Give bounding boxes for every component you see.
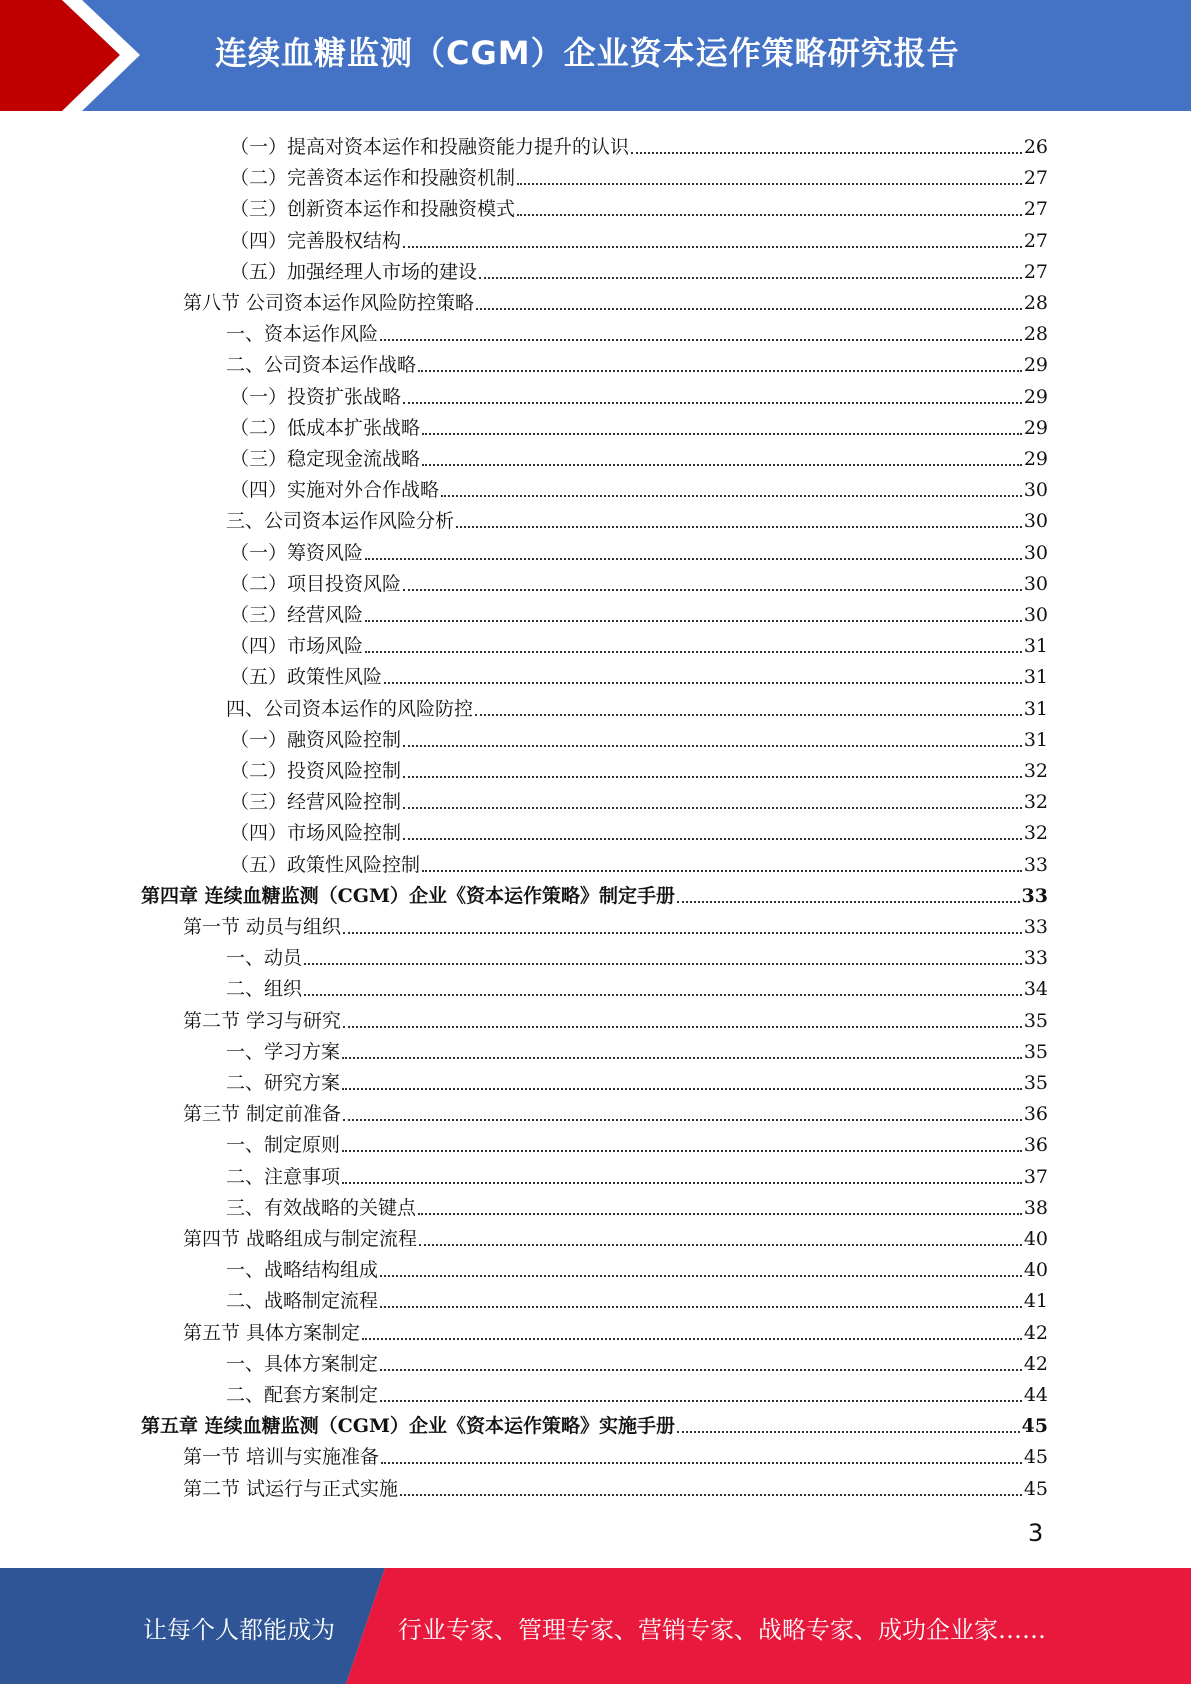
toc-entry[interactable] [230,378,1048,409]
toc-entry[interactable] [226,1064,1048,1095]
toc-dot-leader [380,1275,1022,1277]
toc-entry[interactable] [226,1158,1048,1189]
toc-entry[interactable] [230,409,1048,440]
toc-entry-label: 二、战略制定流程 [226,1290,379,1313]
toc-entry[interactable] [183,1438,1048,1469]
toc-dot-leader [517,214,1022,216]
toc-entry-label: （四）市场风险 [230,635,364,658]
toc-dot-leader [517,183,1022,185]
toc-dot-leader [362,1338,1022,1340]
toc-dot-leader [422,464,1022,466]
toc-entry[interactable] [230,783,1048,814]
toc-entry-page: 30 [1023,541,1048,564]
toc-entry-label: （五）政策性风险 [230,666,383,689]
toc-entry[interactable] [183,1470,1048,1501]
toc-entry[interactable] [226,1345,1048,1376]
toc-entry-label: 第四节 战略组成与制定流程 [183,1228,418,1250]
toc-entry-label: （三）稳定现金流战略 [230,448,421,470]
toc-dot-leader [304,963,1022,965]
toc-entry-label: （四）完善股权结构 [230,229,402,252]
toc-entry-label: 第八节 公司资本运作风险防控策略 [183,292,475,314]
toc-entry-label: 第五章 连续血糖监测（CGM）企业《资本运作策略》实施手册 [141,1415,675,1438]
toc-dot-leader [677,1431,1020,1433]
toc-entry-label: （一）提高对资本运作和投融资能力提升的认识 [230,136,630,158]
toc-entry-label: 第二节 试运行与正式实施 [183,1477,399,1500]
toc-entry-page: 37 [1023,1165,1048,1188]
toc-dot-leader [380,339,1022,341]
toc-dot-leader [343,932,1022,934]
toc-entry[interactable] [183,1220,1048,1251]
toc-entry[interactable] [226,970,1048,1001]
toc-dot-leader [304,994,1022,996]
toc-entry-label: 第四章 连续血糖监测（CGM）企业《资本运作策略》制定手册 [141,884,675,907]
toc-entry[interactable] [230,128,1048,159]
toc-dot-leader [365,651,1022,653]
toc-entry-page: 45 [1023,1446,1048,1469]
toc-entry-page: 27 [1023,229,1048,252]
toc-dot-leader [342,1182,1022,1184]
toc-entry-page: 29 [1023,354,1048,377]
toc-entry[interactable] [230,814,1048,845]
toc-entry[interactable] [226,690,1048,721]
toc-entry-page: 44 [1023,1384,1048,1406]
toc-entry-page: 31 [1023,697,1048,720]
toc-entry-page: 35 [1023,1072,1048,1094]
toc-entry-label: （四）市场风险控制 [230,822,402,845]
toc-entry-page: 30 [1023,510,1048,533]
toc-dot-leader [422,870,1022,872]
toc-dot-leader [342,1057,1022,1059]
toc-entry[interactable] [226,1376,1048,1407]
toc-dot-leader [343,1119,1022,1121]
toc-entry-label: （五）加强经理人市场的建设 [230,260,478,283]
toc-entry-page: 30 [1023,479,1048,502]
toc-entry-page: 45 [1021,1415,1048,1438]
toc-entry-page: 33 [1023,853,1048,876]
toc-entry-page: 40 [1023,1259,1048,1282]
toc-dot-leader [403,246,1022,248]
toc-entry[interactable] [226,1282,1048,1313]
toc-dot-leader [418,1213,1022,1215]
toc-dot-leader [400,1494,1022,1496]
toc-dot-leader [475,714,1022,716]
toc-entry[interactable] [230,846,1048,877]
toc-entry-label: （一）筹资风险 [230,541,364,564]
toc-entry[interactable] [230,471,1048,502]
footer-slogan-left: 让每个人都能成为 [143,1616,335,1644]
page-number: 3 [1028,1519,1044,1547]
toc-entry[interactable] [230,752,1048,783]
toc-entry-label: （三）经营风险 [230,604,364,626]
toc-dot-leader [418,370,1022,372]
toc-entry-page: 38 [1023,1196,1048,1219]
toc-entry-label: 二、注意事项 [226,1165,341,1188]
toc-entry-label: 二、研究方案 [226,1072,341,1094]
toc-dot-leader [380,1400,1022,1402]
toc-entry[interactable] [141,877,1048,908]
toc-entry-page: 33 [1023,916,1048,938]
toc-entry-page: 27 [1023,198,1048,221]
toc-entry-label: （二）投资风险控制 [230,760,402,782]
toc-entry-label: 第五节 具体方案制定 [183,1321,361,1344]
toc-entry-label: 第三节 制定前准备 [183,1103,342,1126]
toc-entry-label: （一）投资扩张战略 [230,385,402,408]
toc-entry[interactable] [230,440,1048,471]
toc-entry-label: 一、制定原则 [226,1134,341,1157]
toc-entry-page: 30 [1023,572,1048,595]
report-title: 连续血糖监测（CGM）企业资本运作策略研究报告 [215,34,960,72]
toc-entry[interactable] [226,1126,1048,1157]
toc-entry[interactable] [183,284,1048,315]
toc-entry[interactable] [183,1095,1048,1126]
toc-entry-label: （一）融资风险控制 [230,728,402,751]
page-header [0,0,1191,111]
toc-entry[interactable] [230,190,1048,221]
toc-entry-page: 34 [1023,978,1048,1001]
toc-entry-page: 30 [1023,604,1048,626]
toc-entry-page: 35 [1023,1009,1048,1032]
toc-entry-page: 32 [1023,822,1048,845]
toc-dot-leader [384,682,1022,684]
toc-entry-page: 31 [1023,666,1048,689]
toc-dot-leader [403,402,1022,404]
toc-dot-leader [342,1088,1022,1090]
toc-entry-label: 二、组织 [226,978,303,1001]
toc-entry-page: 27 [1023,260,1048,283]
toc-dot-leader [381,1462,1022,1464]
toc-entry-label: 第一节 动员与组织 [183,916,342,938]
toc-dot-leader [631,152,1022,154]
toc-entry[interactable] [230,627,1048,658]
toc-entry-page: 27 [1023,167,1048,190]
toc-entry-page: 35 [1023,1040,1048,1063]
toc-entry-label: （三）经营风险控制 [230,791,402,814]
toc-entry[interactable] [230,565,1048,596]
toc-entry[interactable] [226,1189,1048,1220]
toc-entry-label: 一、资本运作风险 [226,323,379,346]
toc-entry-label: （二）低成本扩张战略 [230,416,421,439]
toc-entry[interactable] [226,1251,1048,1282]
toc-entry-page: 40 [1023,1228,1048,1250]
toc-entry[interactable] [230,658,1048,689]
toc-entry-page: 31 [1023,728,1048,751]
toc-entry[interactable] [226,346,1048,377]
toc-entry-label: 三、有效战略的关键点 [226,1196,417,1219]
toc-entry[interactable] [226,1033,1048,1064]
toc-entry-page: 29 [1023,385,1048,408]
toc-dot-leader [456,526,1022,528]
toc-entry[interactable] [230,596,1048,627]
toc-entry-page: 31 [1023,635,1048,658]
toc-dot-leader [380,1306,1022,1308]
toc-entry-page: 33 [1021,884,1048,907]
toc-dot-leader [365,558,1022,560]
toc-dot-leader [403,745,1022,747]
toc-dot-leader [380,1369,1022,1371]
toc-dot-leader [419,1244,1022,1246]
toc-entry-page: 42 [1023,1352,1048,1375]
toc-entry[interactable] [183,1002,1048,1033]
toc-entry-label: 一、动员 [226,947,303,970]
toc-dot-leader [476,308,1022,310]
toc-entry-label: 四、公司资本运作的风险防控 [226,697,474,720]
toc-entry-label: 第二节 学习与研究 [183,1009,342,1032]
toc-entry-label: 三、公司资本运作风险分析 [226,510,455,533]
toc-entry[interactable] [230,159,1048,190]
page-footer [0,1568,1191,1684]
toc-entry-page: 45 [1023,1477,1048,1500]
toc-entry-label: （三）创新资本运作和投融资模式 [230,198,516,221]
toc-entry[interactable] [226,939,1048,970]
toc-dot-leader [365,620,1022,622]
toc-entry-page: 28 [1023,292,1048,314]
toc-entry[interactable] [183,1314,1048,1345]
toc-dot-leader [403,838,1022,840]
toc-entry[interactable] [226,315,1048,346]
toc-entry[interactable] [230,721,1048,752]
toc-entry[interactable] [230,253,1048,284]
toc-dot-leader [479,277,1022,279]
toc-entry[interactable] [226,502,1048,533]
toc-entry-label: 第一节 培训与实施准备 [183,1446,380,1469]
toc-dot-leader [342,1150,1022,1152]
toc-dot-leader [677,901,1020,903]
toc-dot-leader [422,433,1022,435]
toc-entry-page: 32 [1023,760,1048,782]
toc-entry-label: 二、配套方案制定 [226,1384,379,1406]
toc-dot-leader [441,495,1022,497]
toc-entry-label: 一、具体方案制定 [226,1352,379,1375]
toc-entry-label: （二）完善资本运作和投融资机制 [230,167,516,190]
toc-entry-page: 29 [1023,448,1048,470]
toc-entry[interactable] [230,222,1048,253]
toc-entry-page: 29 [1023,416,1048,439]
toc-entry-page: 36 [1023,1134,1048,1157]
toc-entry-label: 二、公司资本运作战略 [226,354,417,377]
toc-entry-page: 32 [1023,791,1048,814]
toc-entry-label: （二）项目投资风险 [230,572,402,595]
toc-entry-page: 36 [1023,1103,1048,1126]
toc-entry-label: （五）政策性风险控制 [230,853,421,876]
toc-dot-leader [343,1026,1022,1028]
toc-dot-leader [403,807,1022,809]
toc-entry[interactable] [230,534,1048,565]
toc-dot-leader [403,776,1022,778]
toc-entry-page: 33 [1023,947,1048,970]
toc-entry-page: 26 [1023,136,1048,158]
toc-entry-label: 一、学习方案 [226,1040,341,1063]
toc-entry-page: 41 [1023,1290,1048,1313]
toc-entry[interactable] [183,908,1048,939]
toc-entry[interactable] [141,1407,1048,1438]
footer-slogan-right: 行业专家、管理专家、营销专家、战略专家、成功企业家…… [398,1616,1046,1644]
toc-entry-label: （四）实施对外合作战略 [230,479,440,502]
toc-entry-page: 42 [1023,1321,1048,1344]
toc-entry-page: 28 [1023,323,1048,346]
toc-dot-leader [403,589,1022,591]
toc-entry-label: 一、战略结构组成 [226,1259,379,1282]
